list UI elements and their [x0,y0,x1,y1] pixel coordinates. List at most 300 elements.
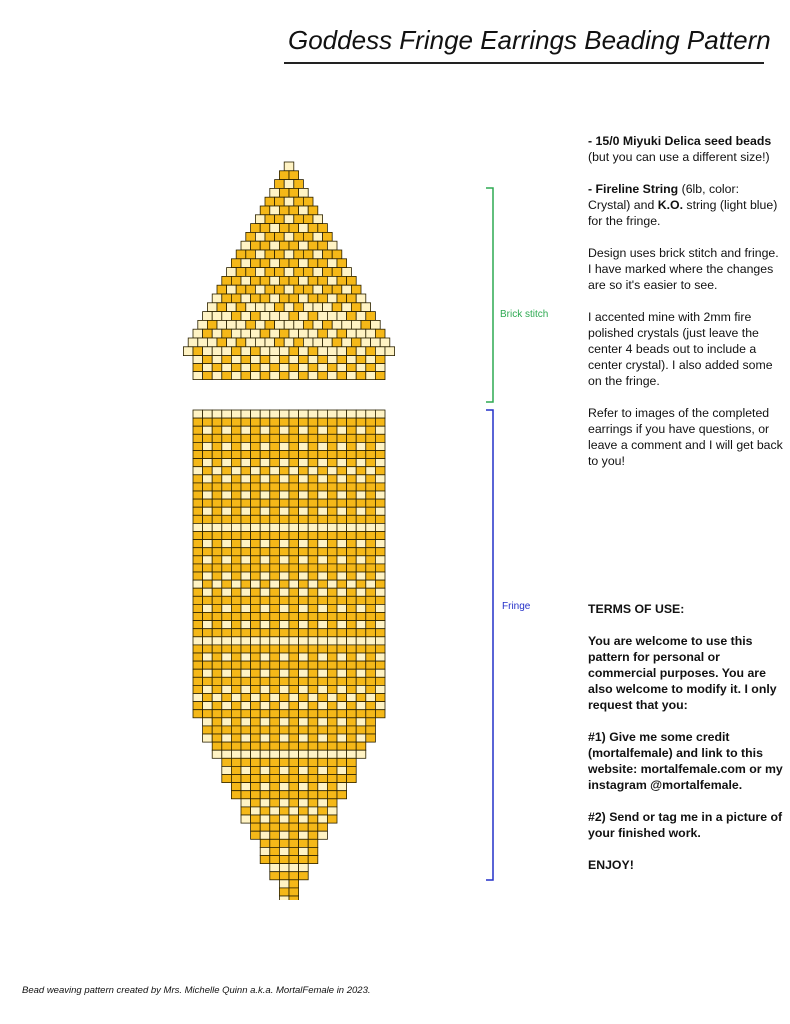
fringe-bead [375,694,385,702]
fringe-bead [289,677,299,685]
fringe-bead [203,483,213,491]
fringe-bead [231,467,241,475]
fringe-bead [327,799,337,807]
brick-base-bead [308,364,318,372]
fringe-bead [251,726,261,734]
brick-bead [279,329,289,338]
fringe-bead [260,418,270,426]
fringe-bead [308,410,318,418]
fringe-bead [279,896,289,900]
brick-bead [222,347,232,356]
fringe-bead [270,726,280,734]
fringe-bead [279,613,289,621]
brick-bead [347,276,357,285]
fringe-bead [231,507,241,515]
fringe-bead [222,734,232,742]
fringe-bead [366,499,376,507]
brick-bead [284,180,294,189]
fringe-bead [270,507,280,515]
fringe-bead [203,507,213,515]
fringe-bead [193,694,203,702]
fringe-bead [270,572,280,580]
fringe-bead [337,783,347,791]
brick-bead [313,215,323,224]
fringe-bead [260,839,270,847]
fringe-bead [299,637,309,645]
fringe-bead [347,532,357,540]
fringe-bead [375,532,385,540]
fringe-bead [270,596,280,604]
fringe-bead [241,604,251,612]
fringe-bead [318,580,328,588]
fringe-bead [260,548,270,556]
fringe-bead [347,467,357,475]
fringe-bead [212,434,222,442]
fringe-bead [251,499,261,507]
fringe-bead [222,661,232,669]
fringe-bead [251,799,261,807]
fringe-bead [203,596,213,604]
fringe-bead [260,799,270,807]
fringe-bead [260,507,270,515]
fringe-bead [279,588,289,596]
fringe-bead [356,459,366,467]
fringe-bead [337,556,347,564]
brick-bead [270,259,280,268]
fringe-bead [203,588,213,596]
fringe-bead [318,548,328,556]
brick-bead [347,294,357,303]
brick-bead [303,197,313,206]
brick-bead [323,303,333,312]
fringe-bead [308,604,318,612]
fringe-bead [356,645,366,653]
fringe-bead [308,815,318,823]
fringe-bead [251,669,261,677]
brick-base-bead [366,364,376,372]
fringe-bead [289,604,299,612]
fringe-bead [251,532,261,540]
fringe-bead [251,442,261,450]
fringe-bead [289,523,299,531]
brick-bead [231,276,241,285]
fringe-bead [203,653,213,661]
materials-notes [588,133,783,485]
fringe-bead [299,831,309,839]
fringe-bead [337,491,347,499]
brick-bead [275,268,285,277]
brick-base-bead [260,364,270,372]
fringe-bead [318,564,328,572]
brick-bead [251,347,261,356]
fringe-bead [222,613,232,621]
fringe-bead [212,661,222,669]
fringe-bead [299,847,309,855]
fringe-bead [251,710,261,718]
fringe-bead [375,669,385,677]
brick-bead [366,312,376,321]
fringe-bead [327,775,337,783]
fringe-bead [366,669,376,677]
fringe-bead [308,418,318,426]
brick-bead [279,188,289,197]
fringe-bead [375,596,385,604]
fringe-bead [347,645,357,653]
fringe-bead [203,694,213,702]
fringe-bead [356,515,366,523]
fringe-bead [356,588,366,596]
brick-bead [270,294,280,303]
fringe-bead [270,629,280,637]
fringe-bead [299,669,309,677]
fringe-bead [318,783,328,791]
fringe-bead [289,572,299,580]
fringe-bead [193,621,203,629]
fringe-bead [327,580,337,588]
fringe-bead [289,426,299,434]
fringe-bead [222,775,232,783]
fringe-bead [279,734,289,742]
fringe-bead [241,483,251,491]
fringe-bead [375,507,385,515]
fringe-bead [260,426,270,434]
fringe-bead [260,515,270,523]
fringe-bead [289,451,299,459]
fringe-bead [327,653,337,661]
fringe-bead [251,491,261,499]
fringe-bead [299,548,309,556]
fringe-bead [347,572,357,580]
fringe-bead [222,532,232,540]
fringe-bead [356,621,366,629]
brick-bead [260,259,270,268]
fringe-bead [318,758,328,766]
fringe-bead [231,629,241,637]
fringe-bead [347,604,357,612]
fringe-bead [289,459,299,467]
fringe-bead [366,580,376,588]
fringe-bead [327,637,337,645]
brick-bead [294,215,304,224]
fringe-bead [308,856,318,864]
brick-bead [270,329,280,338]
fringe-bead [203,491,213,499]
fringe-bead [366,604,376,612]
fringe-bead [308,831,318,839]
fringe-bead [270,475,280,483]
fringe-bead [203,685,213,693]
fringe-bead [251,807,261,815]
brick-bead [236,250,246,259]
fringe-bead [289,758,299,766]
fringe-bead [231,661,241,669]
fringe-bead [212,426,222,434]
brick-bead [236,303,246,312]
fringe-bead [347,475,357,483]
fringe-bead [318,459,328,467]
brick-bead [236,285,246,294]
fringe-bead [212,677,222,685]
fringe-bead [279,532,289,540]
brick-bead [303,250,313,259]
fringe-bead [375,410,385,418]
fringe-bead [279,669,289,677]
brick-bead [318,224,328,233]
fringe-bead [318,475,328,483]
fringe-bead [289,483,299,491]
brick-bead [251,259,261,268]
brick-bead [251,276,261,285]
brick-bead [203,329,213,338]
fringe-bead [356,710,366,718]
title-rule [284,62,764,64]
brick-bead [198,320,208,329]
fringe-bead [337,702,347,710]
brick-base-bead [337,356,347,364]
fringe-bead [327,459,337,467]
fringe-bead [347,750,357,758]
brick-base-bead [289,364,299,372]
brick-bead [308,312,318,321]
fringe-bead [375,467,385,475]
fringe-bead [193,451,203,459]
brick-bead [255,268,265,277]
fringe-bead [318,604,328,612]
fringe-bead [203,621,213,629]
brick-bead [318,329,328,338]
fringe-bead [241,418,251,426]
fringe-bead [279,807,289,815]
brick-base-bead [222,356,232,364]
brick-bead [308,224,318,233]
fringe-bead [327,750,337,758]
fringe-bead [366,596,376,604]
brick-bead [241,312,251,321]
fringe-bead [279,839,289,847]
brick-base-bead [279,364,289,372]
fringe-bead [375,588,385,596]
fringe-bead [308,507,318,515]
fringe-bead [318,645,328,653]
fringe-bead [356,694,366,702]
ko-bold: K.O. [657,198,683,212]
fringe-bead [241,677,251,685]
brick-bead [231,294,241,303]
fringe-bead [231,483,241,491]
fringe-bead [289,580,299,588]
fringe-bead [279,766,289,774]
fringe-bead [356,750,366,758]
brick-bead [303,268,313,277]
fringe-bead [241,564,251,572]
fringe-bead [327,766,337,774]
page-title: Goddess Fringe Earrings Beading Pattern [288,25,771,55]
fringe-bead [231,766,241,774]
fringe-bead [222,483,232,491]
brick-bead [284,303,294,312]
brick-bead [294,232,304,241]
fringe-bead [279,483,289,491]
brick-bead [279,294,289,303]
fringe-bead [318,556,328,564]
brick-bead [275,250,285,259]
fringe-bead [203,410,213,418]
fringe-bead [299,856,309,864]
fringe-bead [308,726,318,734]
brick-bead [299,206,309,215]
fringe-bead [356,685,366,693]
fringe-bead [375,685,385,693]
brick-base-bead [241,364,251,372]
fringe-bead [212,499,222,507]
brick-bead [327,347,337,356]
fringe-bead [212,556,222,564]
fringe-bead [231,556,241,564]
fringe-bead [308,823,318,831]
fringe-bead [356,523,366,531]
fringe-bead [270,491,280,499]
brick-base-bead [279,372,289,380]
fringe-bead [251,685,261,693]
fringe-bead [318,442,328,450]
brick-bead [318,312,328,321]
fringe-bead [327,694,337,702]
brick-bead [193,329,203,338]
fringe-bead [289,540,299,548]
fringe-bead [203,442,213,450]
brick-bead [217,285,227,294]
brick-bead [251,224,261,233]
fringe-bead [356,661,366,669]
brick-bead [289,347,299,356]
brick-bead [327,276,337,285]
fringe-bead [251,418,261,426]
fringe-bead [327,791,337,799]
fringe-bead [222,572,232,580]
fringe-bead [356,596,366,604]
fringe-bead [375,702,385,710]
fringe-bead [241,629,251,637]
fringe-bead [299,467,309,475]
fringe-bead [337,629,347,637]
fringe-bead [203,426,213,434]
fringe-bead [279,677,289,685]
fringe-bead [327,564,337,572]
fringe-bead [222,629,232,637]
brick-bead [337,294,347,303]
fringe-bead [279,685,289,693]
fringe-bead [279,637,289,645]
brick-bead [279,312,289,321]
fringe-bead [327,556,337,564]
fringe-bead [308,451,318,459]
fringe-bead [366,702,376,710]
brick-bead [303,338,313,347]
fringe-bead [347,694,357,702]
brick-bead [265,338,275,347]
fringe-bead [347,637,357,645]
fringe-bead [251,653,261,661]
fringe-bead [327,588,337,596]
fringe-bead [260,831,270,839]
brick-bead [308,206,318,215]
brick-bead [313,303,323,312]
fringe-bead [318,515,328,523]
fringe-bead [299,685,309,693]
fringe-bead [337,742,347,750]
brick-bead [327,259,337,268]
fringe-bead [231,475,241,483]
fringe-bead [308,621,318,629]
brick-bead [255,285,265,294]
fringe-bead [308,799,318,807]
brick-bead [289,276,299,285]
fringe-bead [347,507,357,515]
fringe-bead [212,564,222,572]
fringe-bead [241,669,251,677]
fringe-bead [222,434,232,442]
brick-bead [222,276,232,285]
fringe-bead [203,604,213,612]
fringe-bead [203,532,213,540]
fringe-bead [222,758,232,766]
fringe-bead [270,483,280,491]
brick-bead [299,329,309,338]
fringe-bead [308,710,318,718]
fringe-bead [241,637,251,645]
fringe-bead [279,556,289,564]
fringe-bead [260,588,270,596]
fringe-bead [270,426,280,434]
brick-bead [236,268,246,277]
fringe-bead [270,661,280,669]
brick-bead [347,347,357,356]
fringe-bead [366,564,376,572]
fringe-bead [193,580,203,588]
fringe-bead [347,426,357,434]
brick-bead [289,206,299,215]
fringe-bead [260,613,270,621]
fringe-bead [299,507,309,515]
brick-bead [299,241,309,250]
fringe-bead [270,604,280,612]
fringe-bead [241,766,251,774]
fringe-bead [347,621,357,629]
fringe-bead [299,556,309,564]
fringe-bead [222,418,232,426]
fringe-bead [279,653,289,661]
brick-bead [294,338,304,347]
fringe-bead [318,718,328,726]
fringe-bead [251,588,261,596]
fringe-bead [279,621,289,629]
fringe-bead [375,426,385,434]
fringe-bead [366,532,376,540]
fringe-bead [337,572,347,580]
fringe-bead [241,645,251,653]
brick-bead [270,224,280,233]
brick-bead [203,347,213,356]
fringe-bead [193,467,203,475]
fringe-bead [318,702,328,710]
fringe-bead [279,847,289,855]
fringe-bead [222,669,232,677]
fringe-bead [241,783,251,791]
brick-bead [265,197,275,206]
fringe-bead [231,621,241,629]
brick-bead [260,329,270,338]
fringe-bead [308,669,318,677]
